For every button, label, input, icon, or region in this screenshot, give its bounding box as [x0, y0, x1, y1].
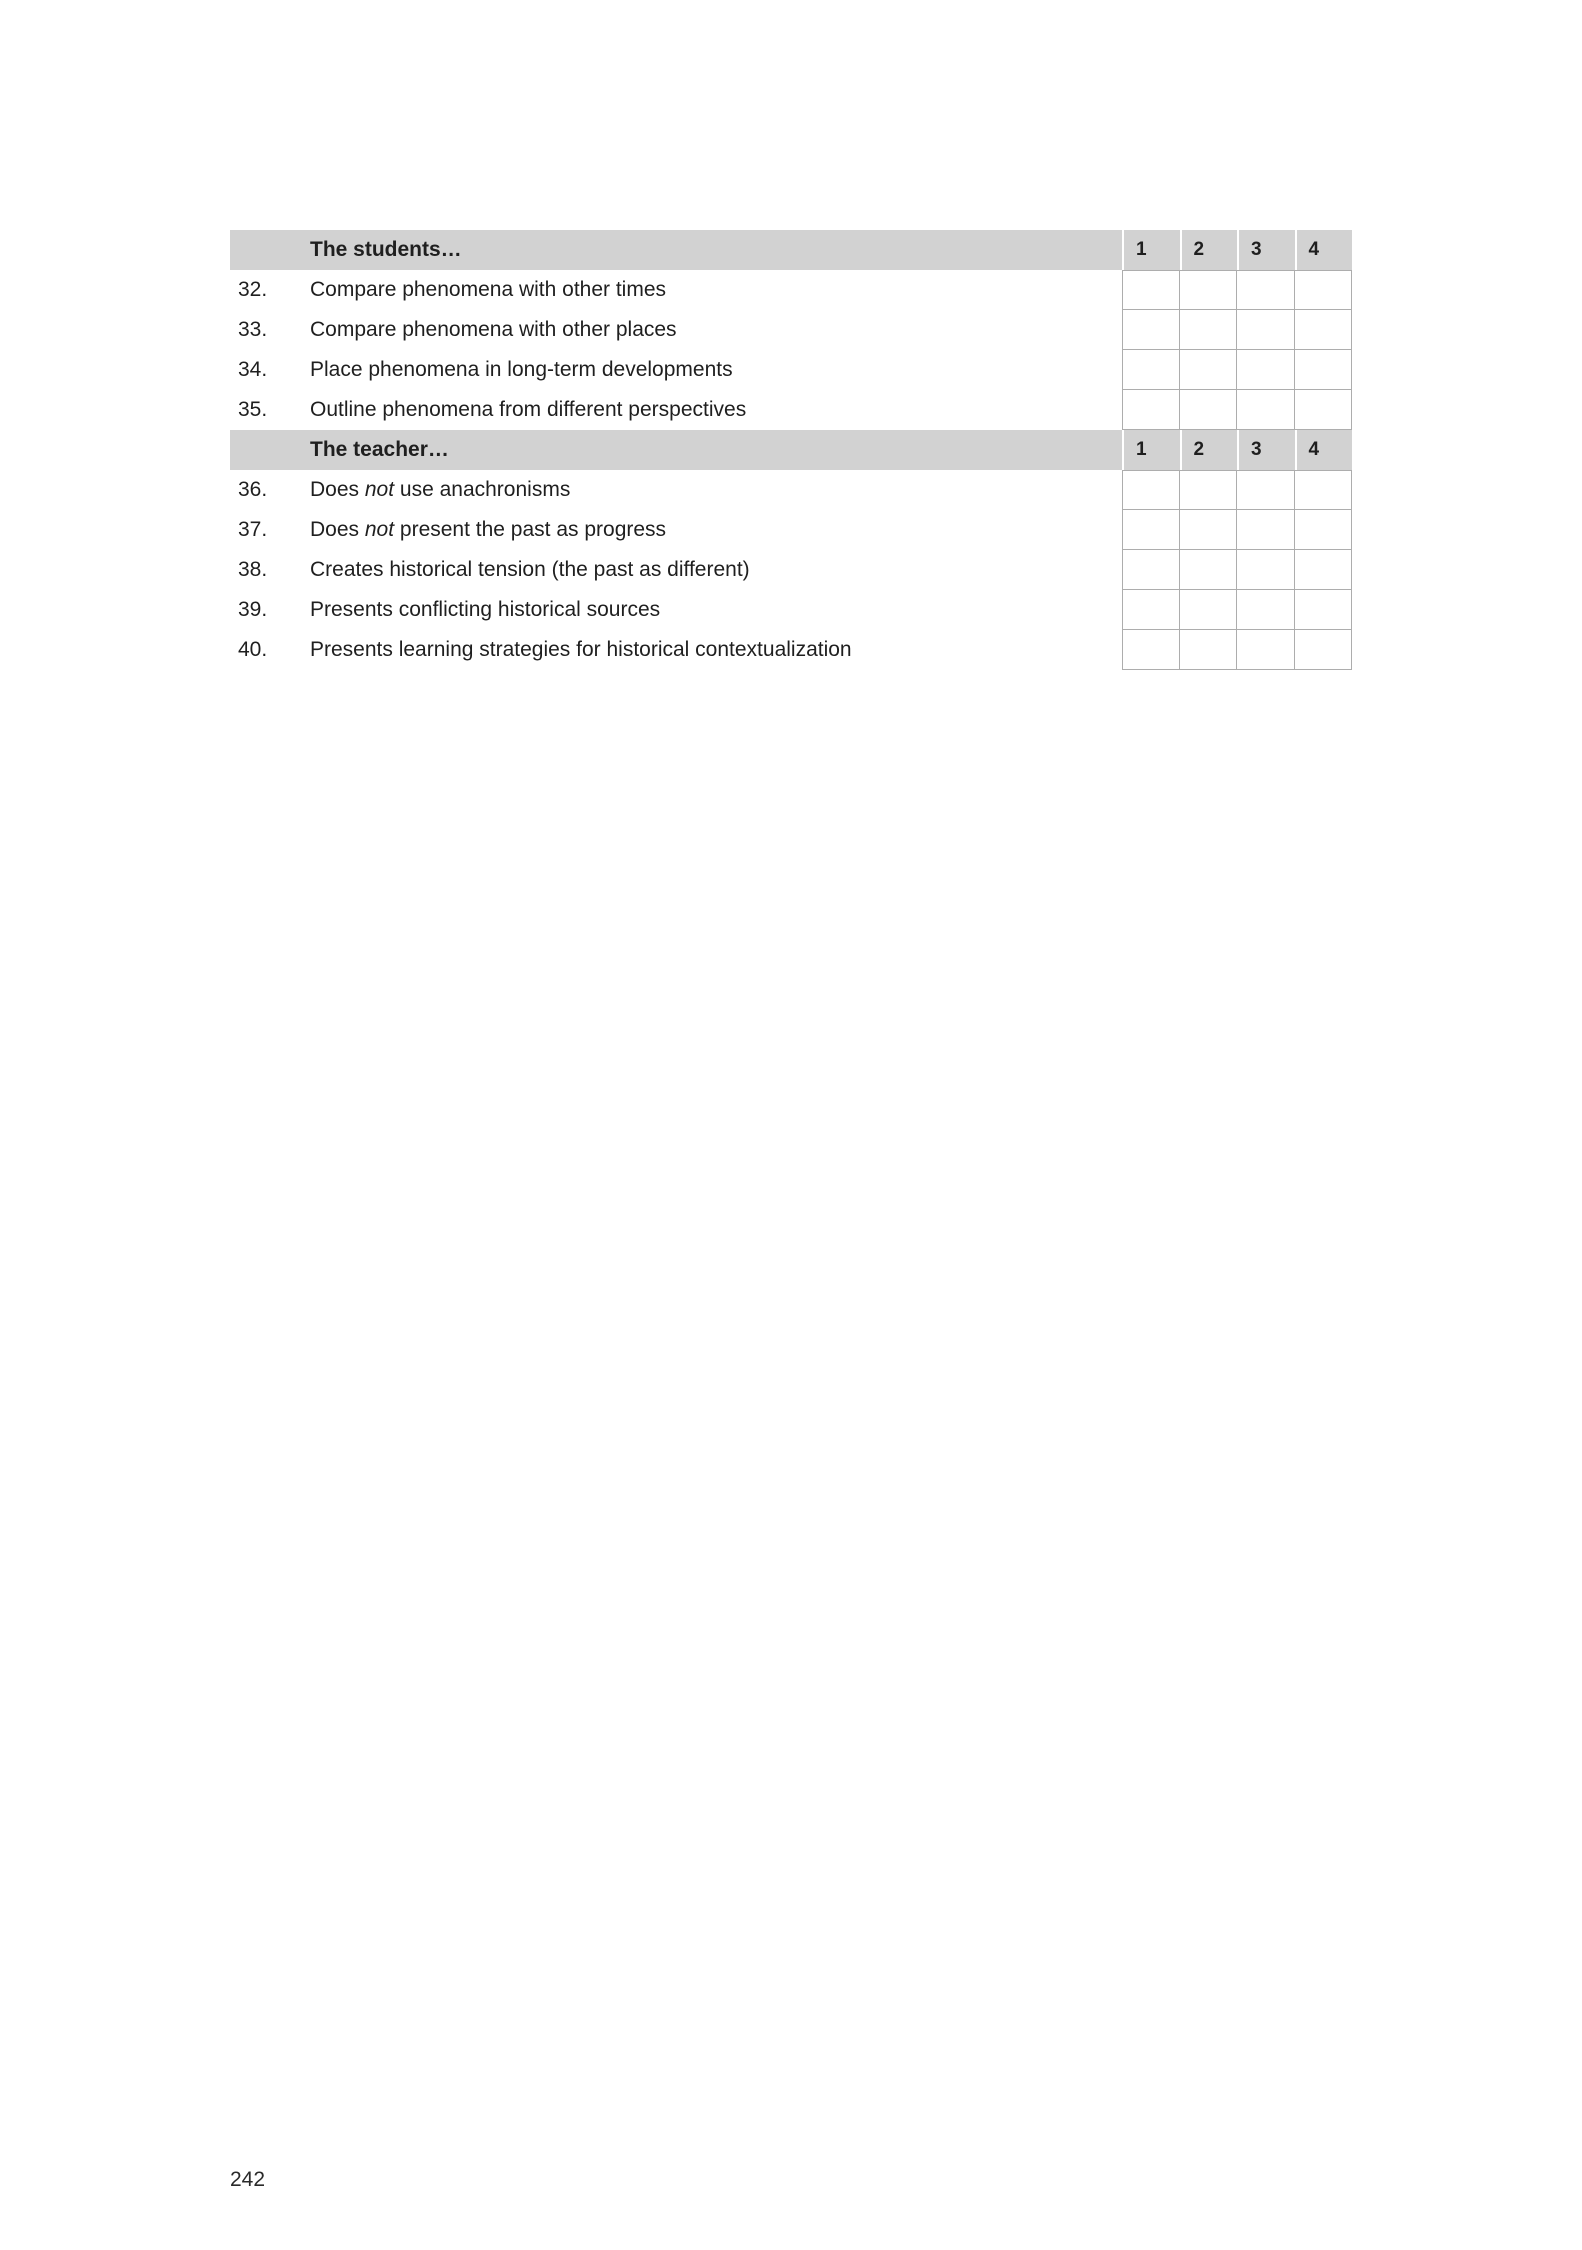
rating-cell: [1237, 350, 1295, 390]
row-text-pre: Creates historical tension (the past as different): [310, 558, 750, 581]
rating-header-3: 3: [1237, 430, 1295, 470]
rating-cell: [1122, 270, 1180, 310]
row-text: [310, 470, 1122, 510]
rating-cell: [1122, 510, 1180, 550]
row-number: 35.: [238, 398, 268, 421]
rating-cell: [1295, 470, 1353, 510]
rating-cell: [1180, 310, 1238, 350]
rating-header-1: 1: [1122, 230, 1180, 270]
rating-header-4: 4: [1295, 230, 1353, 270]
row-text-italic: not: [364, 478, 395, 501]
row-number: 38.: [238, 558, 268, 581]
row-text: [310, 270, 1122, 310]
rating-cell: [1237, 390, 1295, 430]
row-text-pre: Compare phenomena with other places: [310, 318, 677, 341]
rating-cell: [1295, 390, 1353, 430]
rating-cell: [1180, 470, 1238, 510]
row-text-pre: Does: [310, 518, 365, 541]
row-number: 34.: [238, 358, 268, 381]
rating-cell: [1295, 630, 1353, 670]
row-number: 32.: [238, 278, 268, 301]
rating-cell: [1295, 590, 1353, 630]
rating-cell: [1237, 470, 1295, 510]
row-text-pre: Presents learning strategies for historical contextualization: [310, 638, 852, 661]
rating-cell: [1180, 350, 1238, 390]
rating-cell: [1180, 390, 1238, 430]
rating-cell: [1180, 550, 1238, 590]
row-number: 37.: [238, 518, 268, 541]
rating-header-3: 3: [1237, 230, 1295, 270]
section-header: The students…: [230, 230, 1122, 270]
rating-cell: [1180, 630, 1238, 670]
row-text-post: use anachronisms: [394, 478, 571, 501]
rating-cell: [1122, 590, 1180, 630]
rating-cell: [1237, 590, 1295, 630]
row-text: [310, 350, 1122, 390]
rating-header-2: 2: [1180, 430, 1238, 470]
row-number: 39.: [238, 598, 268, 621]
page-number: 242: [230, 2168, 266, 2191]
row-text: [310, 550, 1122, 590]
row-text-post: present the past as progress: [394, 518, 667, 541]
rating-cell: [1237, 270, 1295, 310]
row-text: [310, 310, 1122, 350]
rating-cell: [1237, 630, 1295, 670]
rating-cell: [1295, 510, 1353, 550]
rating-cell: [1122, 390, 1180, 430]
rating-cell: [1180, 510, 1238, 550]
section-header: The teacher…: [230, 430, 1122, 470]
row-number: 33.: [238, 318, 268, 341]
row-text-pre: Compare phenomena with other times: [310, 278, 667, 301]
rating-cell: [1180, 590, 1238, 630]
rating-cell: [1122, 350, 1180, 390]
row-text-pre: Outline phenomena from different perspectives: [310, 398, 747, 421]
rating-cell: [1295, 350, 1353, 390]
row-text: [310, 510, 1122, 550]
row-text-pre: Presents conflicting historical sources: [310, 598, 661, 621]
rating-cell: [1237, 310, 1295, 350]
row-text: [310, 390, 1122, 430]
rating-cell: [1122, 470, 1180, 510]
row-text-pre: Place phenomena in long-term developments: [310, 358, 733, 381]
rating-cell: [1237, 550, 1295, 590]
row-text: [310, 590, 1122, 630]
rating-cell: [1295, 550, 1353, 590]
rating-cell: [1295, 270, 1353, 310]
rating-header-2: 2: [1180, 230, 1238, 270]
rating-cell: [1180, 270, 1238, 310]
rating-cell: [1237, 510, 1295, 550]
rating-cell: [1122, 630, 1180, 670]
rating-cell: [1295, 310, 1353, 350]
questionnaire-table: [230, 230, 1352, 670]
rating-cell: [1122, 310, 1180, 350]
row-number: 40.: [238, 638, 268, 661]
row-text: [310, 630, 1122, 670]
row-text-italic: not: [364, 518, 395, 541]
rating-header-1: 1: [1122, 430, 1180, 470]
rating-header-4: 4: [1295, 430, 1353, 470]
rating-cell: [1122, 550, 1180, 590]
row-number: 36.: [238, 478, 268, 501]
row-text-pre: Does: [310, 478, 365, 501]
